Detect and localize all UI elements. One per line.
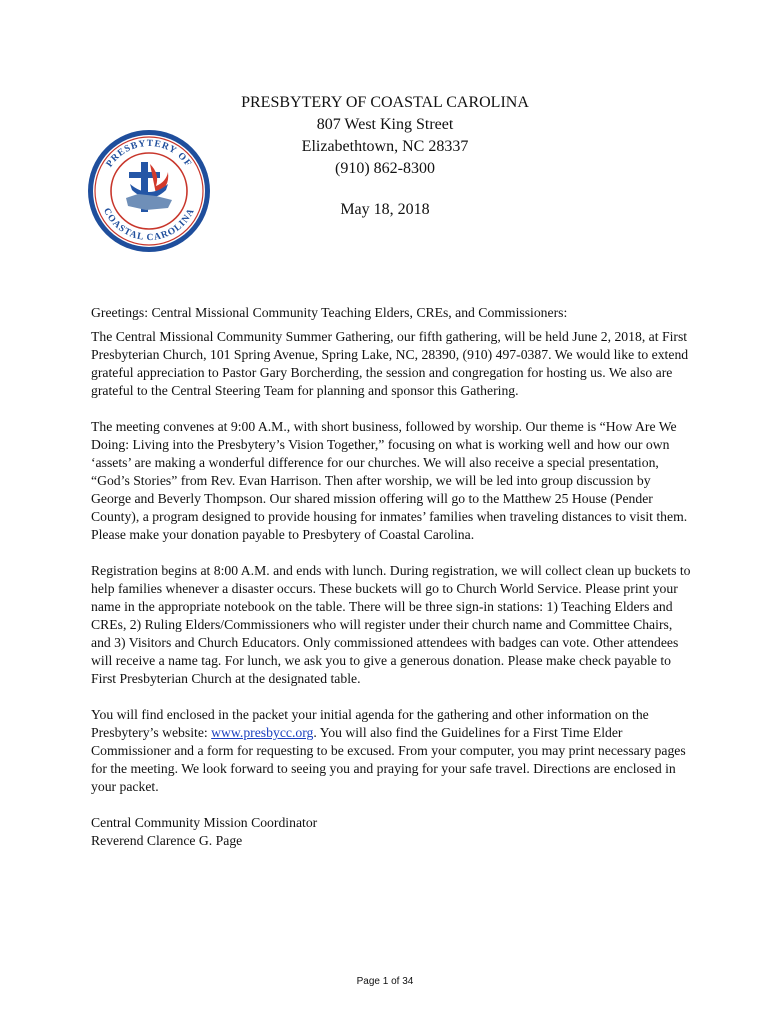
letterhead (200, 92, 570, 221)
org-name: PRESBYTERY OF COASTAL CAROLINA (241, 94, 529, 111)
city-state-zip: Elizabethtown, NC 28337 (301, 138, 469, 155)
paragraph-registration: Registration begins at 8:00 A.M. and ends with lunch. During registration, we will collect clean up buckets to help families whenever a disaster occurs. These buckets will go to Church World Service. Please print your name in the appropriate notebook on the table. There will be three sign-in stations: 1) Teaching Elders and CREs, 2) Ruling Elders/Commissioners who will register under their church name and Committee Chairs, and 3) Visitors and Church Educators. Only commissioned attendees with badges can vote. Other attendees will receive a name tag. For lunch, we ask you to give a generous donation. Please make check payable to First Presbyterian Church at the designated table. (91, 563, 691, 686)
packet-text-before: You will find enclosed in the packet your initial agenda for the gathering and other information on the Presbytery’s website: (91, 707, 649, 740)
page-number: Page 1 of 34 (356, 976, 414, 987)
letter-body (91, 304, 691, 850)
signature-title: Central Community Mission Coordinator (91, 815, 318, 830)
phone-number: (910) 862-8300 (335, 160, 435, 177)
packet-text-after: . You will also find the Guidelines for a First Time Elder Commissioner and a form for requesting to be excused. From your computer, you may print necessary pages for the meeting. We look forward to seeing you and praying for your safe travel. Directions are enclosed in your packet. (91, 725, 686, 794)
greeting: Greetings: Central Missional Community Teaching Elders, CREs, and Commissioners: (91, 305, 568, 320)
website-link[interactable]: www.presbycc.org (211, 725, 314, 740)
signature-block (91, 814, 691, 850)
svg-text:COASTAL CAROLINA: COASTAL CAROLINA (100, 206, 198, 244)
paragraph-packet (91, 706, 691, 796)
signature-name: Reverend Clarence G. Page (91, 833, 243, 848)
svg-text:PRESBYTERY OF: PRESBYTERY OF (104, 138, 194, 170)
letter-date: May 18, 2018 (340, 201, 430, 218)
paragraph-meeting: The meeting convenes at 9:00 A.M., with short business, followed by worship. Our theme is “How Are We Doing: Living into the Presbytery’s Vision Together,” focusing on what is working well and how our own ‘assets’ are making a wonderful difference for our churches. We will also receive a special presentation, “God’s Stories” from Rev. Evan Harrison. Then after worship, we will be led into group discussion by George and Beverly Thompson. Our shared mission offering will go to the Matthew 25 House (Pender County), a program designed to provide housing for inmates’ families when traveling distances to visit them. Please make your donation payable to Presbytery of Coastal Carolina. (91, 419, 688, 542)
street-address: 807 West King Street (316, 116, 454, 133)
presbytery-seal-logo (86, 128, 212, 254)
paragraph-gathering: The Central Missional Community Summer Gathering, our fifth gathering, will be held June 2, 2018, at First Presbyterian Church, 101 Spring Avenue, Spring Lake, NC, 28390, (910) 497-0387. We would like to extend grateful appreciation to Pastor Gary Borcherding, the session and congregation for hosting us. We also are grateful to the Central Steering Team for planning and sponsor this Gathering. (91, 329, 689, 398)
